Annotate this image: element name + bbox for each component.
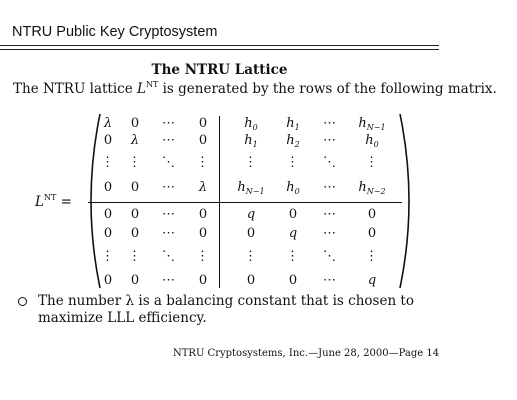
matrix-cell: ⋯ bbox=[323, 226, 337, 241]
matrix-cell: ⋯ bbox=[162, 133, 176, 148]
slide-footer: NTRU Cryptosystems, Inc.—June 28, 2000—Page 14 bbox=[173, 348, 440, 359]
matrix-cell: 0 bbox=[103, 226, 113, 241]
intro-text-after: is generated by the rows of the following matrix. bbox=[158, 81, 497, 97]
matrix-cell: ⋯ bbox=[162, 207, 176, 222]
matrix-cell: $h_1$ bbox=[286, 116, 300, 132]
matrix-cell: $h_2$ bbox=[286, 133, 300, 149]
slide-title: The NTRU Lattice bbox=[151, 62, 288, 78]
matrix-cell: λ bbox=[198, 180, 208, 195]
matrix-cell: q bbox=[288, 226, 298, 241]
matrix-cell: 0 bbox=[103, 180, 113, 195]
matrix-cell: ⋯ bbox=[323, 116, 337, 131]
bullet-text: The number λ is a balancing constant that is chosen to maximize LLL efficiency. bbox=[38, 293, 414, 326]
matrix-lhs bbox=[35, 193, 72, 210]
matrix-cell: 0 bbox=[103, 207, 113, 222]
matrix-cell: 0 bbox=[103, 273, 113, 288]
matrix-cell: $h_1$ bbox=[244, 133, 258, 149]
lhs-lattice-sup: NT bbox=[43, 193, 57, 202]
matrix-cell: ⋯ bbox=[323, 207, 337, 222]
matrix-cell: ⋮ bbox=[128, 249, 142, 264]
matrix-cell: 0 bbox=[246, 226, 256, 241]
intro-lattice-symbol: L bbox=[137, 81, 146, 97]
matrix-cell: 0 bbox=[246, 273, 256, 288]
intro-text-before: The NTRU lattice bbox=[13, 81, 138, 97]
matrix-cell: λ bbox=[130, 133, 140, 148]
matrix-cell: ⋱ bbox=[162, 155, 176, 170]
matrix-cell: $h_0$ bbox=[244, 116, 258, 132]
intro-lattice-sup: NT bbox=[145, 80, 159, 89]
matrix-cell: ⋱ bbox=[323, 249, 337, 264]
header-rule-top bbox=[0, 45, 439, 46]
matrix-cell: 0 bbox=[288, 273, 298, 288]
header-rule-bottom bbox=[0, 49, 439, 50]
matrix-cell: 0 bbox=[198, 273, 208, 288]
matrix-cell: $h_{N-1}$ bbox=[358, 116, 386, 132]
right-paren bbox=[394, 112, 422, 290]
matrix-cell: q bbox=[367, 273, 377, 288]
matrix-cell: $h_0$ bbox=[365, 133, 379, 149]
matrix-cell: $h_{N-2}$ bbox=[358, 180, 386, 196]
matrix-cell: 0 bbox=[198, 133, 208, 148]
matrix-cell: ⋮ bbox=[196, 249, 210, 264]
matrix-cell: ⋱ bbox=[162, 249, 176, 264]
matrix-cell: ⋱ bbox=[323, 155, 337, 170]
matrix-cell: 0 bbox=[130, 180, 140, 195]
matrix-cell: ⋮ bbox=[365, 155, 379, 170]
matrix-cell: ⋯ bbox=[323, 133, 337, 148]
matrix-cell: ⋮ bbox=[286, 249, 300, 264]
matrix-cell: ⋮ bbox=[101, 249, 115, 264]
matrix-cell: $h_0$ bbox=[286, 180, 300, 196]
matrix-cell: λ bbox=[103, 116, 113, 131]
matrix-cell: ⋯ bbox=[323, 180, 337, 195]
matrix-cell: ⋯ bbox=[162, 180, 176, 195]
matrix-cell: ⋯ bbox=[162, 273, 176, 288]
bullet-marker bbox=[18, 297, 27, 306]
slide-header-title: NTRU Public Key Cryptosystem bbox=[12, 24, 218, 40]
matrix-cell: 0 bbox=[130, 116, 140, 131]
matrix-cell: 0 bbox=[130, 226, 140, 241]
matrix-cell: ⋯ bbox=[162, 226, 176, 241]
matrix-cell: ⋮ bbox=[101, 155, 115, 170]
matrix-cell: ⋮ bbox=[128, 155, 142, 170]
matrix-cell: ⋮ bbox=[286, 155, 300, 170]
matrix-cell: ⋮ bbox=[196, 155, 210, 170]
matrix-cell: $h_{N-1}$ bbox=[237, 180, 265, 196]
matrix-cell: ⋮ bbox=[244, 155, 258, 170]
matrix-cell: 0 bbox=[198, 116, 208, 131]
matrix-cell: 0 bbox=[198, 207, 208, 222]
lhs-lattice-symbol: L bbox=[35, 194, 44, 210]
matrix-cell: 0 bbox=[367, 226, 377, 241]
matrix-cell: 0 bbox=[367, 207, 377, 222]
matrix-cell: 0 bbox=[103, 133, 113, 148]
matrix-cell: q bbox=[246, 207, 256, 222]
matrix-cell: ⋯ bbox=[323, 273, 337, 288]
matrix-cell: 0 bbox=[288, 207, 298, 222]
matrix-cell: 0 bbox=[130, 273, 140, 288]
matrix-cell: 0 bbox=[198, 226, 208, 241]
lhs-equals: = bbox=[56, 194, 72, 210]
matrix-cell: ⋯ bbox=[162, 116, 176, 131]
matrix-horizontal-divider bbox=[88, 202, 402, 203]
intro-sentence bbox=[13, 80, 497, 97]
matrix-cell: ⋮ bbox=[244, 249, 258, 264]
matrix-cell: 0 bbox=[130, 207, 140, 222]
matrix-cell: ⋮ bbox=[365, 249, 379, 264]
